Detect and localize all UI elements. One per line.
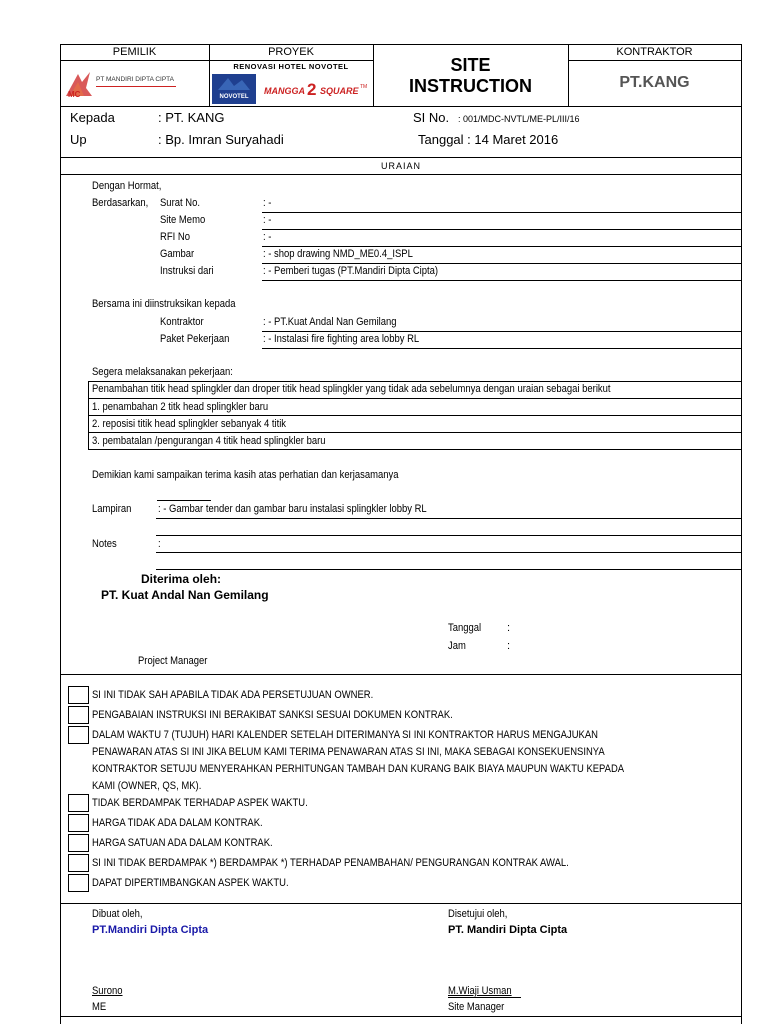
novotel-logo-icon [212,74,256,94]
uraian-bottom [60,174,742,175]
frame-left [60,44,61,1024]
work-line-rule [88,432,741,433]
notes-label: Notes [92,538,117,550]
ref-underline [262,229,741,230]
diterima-label: Diterima oleh: [141,572,222,586]
segera-text: Segera melaksanakan pekerjaan: [92,366,233,378]
project-name: RENOVASI HOTEL NOVOTEL [233,62,349,71]
checklist-item: TIDAK BERDAMPAK TERHADAP ASPEK WAKTU. [92,797,308,809]
disetujui-label: Disetujui oleh, [448,908,508,920]
owner-logo [64,70,204,102]
checkbox[interactable] [68,854,89,872]
left-signer-role: ME [92,1001,107,1013]
frame-top [60,44,742,45]
work-box-left [88,381,89,450]
title-line1: SITE [450,55,491,75]
owner-label: PEMILIK [112,46,157,58]
lampiran-overline [157,500,211,501]
signature-bottom [60,1016,742,1017]
owner-logo-text: PT MANDIRI DIPTA CIPTA [96,76,175,83]
paket-underline [262,348,741,349]
owner-logo-mark: MC [68,90,81,99]
frame-right [741,44,742,1024]
lampiran-label: Lampiran [92,503,132,515]
mangga-logo-b: SQUARE [320,86,359,96]
kepada-value: : PT. KANG [158,110,225,125]
ref-label: RFI No [160,231,190,243]
ref-underline [262,246,741,247]
contractor-label: KONTRAKTOR [616,46,693,58]
uraian-label: URAIAN [380,161,421,171]
left-signer-name: Surono [92,985,123,997]
checklist-top [60,674,742,675]
mangga-logo-num: 2 [307,80,317,99]
kontraktor-value: : - PT.Kuat Andal Nan Gemilang [263,316,397,328]
lampiran-underline [156,518,741,519]
work-line-rule [88,449,741,450]
ref-value: : - [263,197,272,209]
notes-value: : [158,538,161,550]
work-line: 1. penambahan 2 titk head splingkler baru [92,401,269,413]
header-sub-2 [209,60,373,61]
kontraktor-underline [262,331,741,332]
checklist-continuation: KAMI (OWNER, QS, MK). [92,780,202,792]
work-line-rule [88,398,741,399]
lampiran-value: : - Gambar tender dan gambar baru instalasi splingkler lobby RL [158,503,427,515]
ref-value: : - [263,214,272,226]
berdasarkan: Berdasarkan, [92,197,149,209]
project-manager-label: Project Manager [138,655,208,667]
bersama-text: Bersama ini diinstruksikan kepada [92,298,236,310]
checklist-item: DAPAT DIPERTIMBANGKAN ASPEK WAKTU. [92,877,289,889]
checkbox[interactable] [68,814,89,832]
checklist-item: HARGA TIDAK ADA DALAM KONTRAK. [92,817,263,829]
checklist-continuation: PENAWARAN ATAS SI INI JIKA BELUM KAMI TERIMA PENAWARAN ATAS SI INI, MAKA SEBAGAI KONSEKUENSINYA [92,746,605,758]
owner-logo-rule [96,86,176,87]
work-line: 2. reposisi titik head splingkler sebanyak 4 titik [92,418,287,430]
novotel-logo-text: NOVOTEL [219,94,249,100]
checklist-item: SI INI TIDAK SAH APABILA TIDAK ADA PERSETUJUAN OWNER. [92,689,374,701]
disetujui-company: PT. Mandiri Dipta Cipta [448,924,568,936]
work-line: Penambahan titik head splingkler dan droper titik head splingkler yang tidak ada sebelumnya dengan uraian sebagai berikut [92,383,611,395]
ref-label: Surat No. [160,197,200,209]
ref-label: Site Memo [160,214,206,226]
tanggal-colon: : [507,622,511,634]
dibuat-label: Dibuat oleh, [92,908,143,920]
kontraktor-label: Kontraktor [160,316,204,328]
title-line2: INSTRUCTION [409,76,532,96]
diterima-company: PT. Kuat Andal Nan Gemilang [101,588,269,602]
tanggal-label: Tanggal [448,622,482,634]
ref-label: Instruksi dari [160,265,214,277]
notes-underline [156,552,741,553]
demikian-text: Demikian kami sampaikan terima kasih atas perhatian dan kerjasamanya [92,469,399,481]
right-signer-role: Site Manager [448,1001,505,1013]
right-signer-underline [448,997,521,998]
work-line: 3. pembatalan /pengurangan 4 titik head splingkler baru [92,435,326,447]
ref-value: : - [263,231,272,243]
mangga-logo [262,82,372,100]
checklist-item: SI INI TIDAK BERDAMPAK *) BERDAMPAK *) TERHADAP PENAMBAHAN/ PENGURANGAN KONTRAK AWAL. [92,857,569,869]
greeting: Dengan Hormat, [92,180,162,192]
checklist-item: HARGA SATUAN ADA DALAM KONTRAK. [92,837,273,849]
header-sub-1 [60,60,209,61]
lampiran-underline-2 [156,535,741,536]
ref-underline [262,280,741,281]
work-line-rule [88,415,741,416]
checkbox[interactable] [68,686,89,704]
paket-value: : - Instalasi fire fighting area lobby RL [263,333,420,345]
checklist-continuation: KONTRAKTOR SETUJU MENYERAHKAN PERHITUNGAN TAMBAH DAN KURANG BAIK BIAYA MAUPUN WAKTU KEPADA [92,763,625,775]
tanggal-text: Tanggal : 14 Maret 2016 [418,132,559,147]
up-value: : Bp. Imran Suryahadi [158,132,284,147]
jam-colon: : [507,640,511,652]
checkbox[interactable] [68,706,89,724]
ref-label: Gambar [160,248,195,260]
kepada-label: Kepada [70,110,115,125]
checkbox[interactable] [68,834,89,852]
right-signer-name: M.Wiaji Usman [448,985,512,997]
contractor-name: PT.KANG [619,74,690,91]
ref-value: : - shop drawing NMD_ME0.4_ISPL [263,248,413,260]
ref-value: : - Pemberi tugas (PT.Mandiri Dipta Cipta) [263,265,439,277]
ref-underline [262,263,741,264]
jam-label: Jam [448,640,466,652]
checkbox[interactable] [68,794,89,812]
mangga-logo-tm: TM [360,84,368,90]
novotel-logo [212,74,256,104]
checkbox[interactable] [68,874,89,892]
si-label: SI No. [413,110,450,125]
mangga-logo-a: MANGGA [264,86,305,96]
signature-top [60,903,742,904]
header-sub-3 [568,60,741,61]
checklist-item: PENGABAIAN INSTRUKSI INI BERAKIBAT SANKSI SESUAI DOKUMEN KONTRAK. [92,709,453,721]
paket-label: Paket Pekerjaan [160,333,230,345]
si-value: : 001/MDC-NVTL/ME-PL/III/16 [458,114,580,124]
checklist-item: DALAM WAKTU 7 (TUJUH) HARI KALENDER SETELAH DITERIMANYA SI INI KONTRAKTOR HARUS MENGAJUKAN [92,729,599,741]
info-bottom [60,157,742,158]
work-line-top [88,381,741,382]
up-label: Up [70,132,87,147]
ref-underline [262,212,741,213]
notes-underline-2 [156,569,741,570]
checkbox[interactable] [68,726,89,744]
dibuat-company: PT.Mandiri Dipta Cipta [92,924,209,936]
header-bottom [60,106,742,107]
project-label: PROYEK [268,46,314,58]
